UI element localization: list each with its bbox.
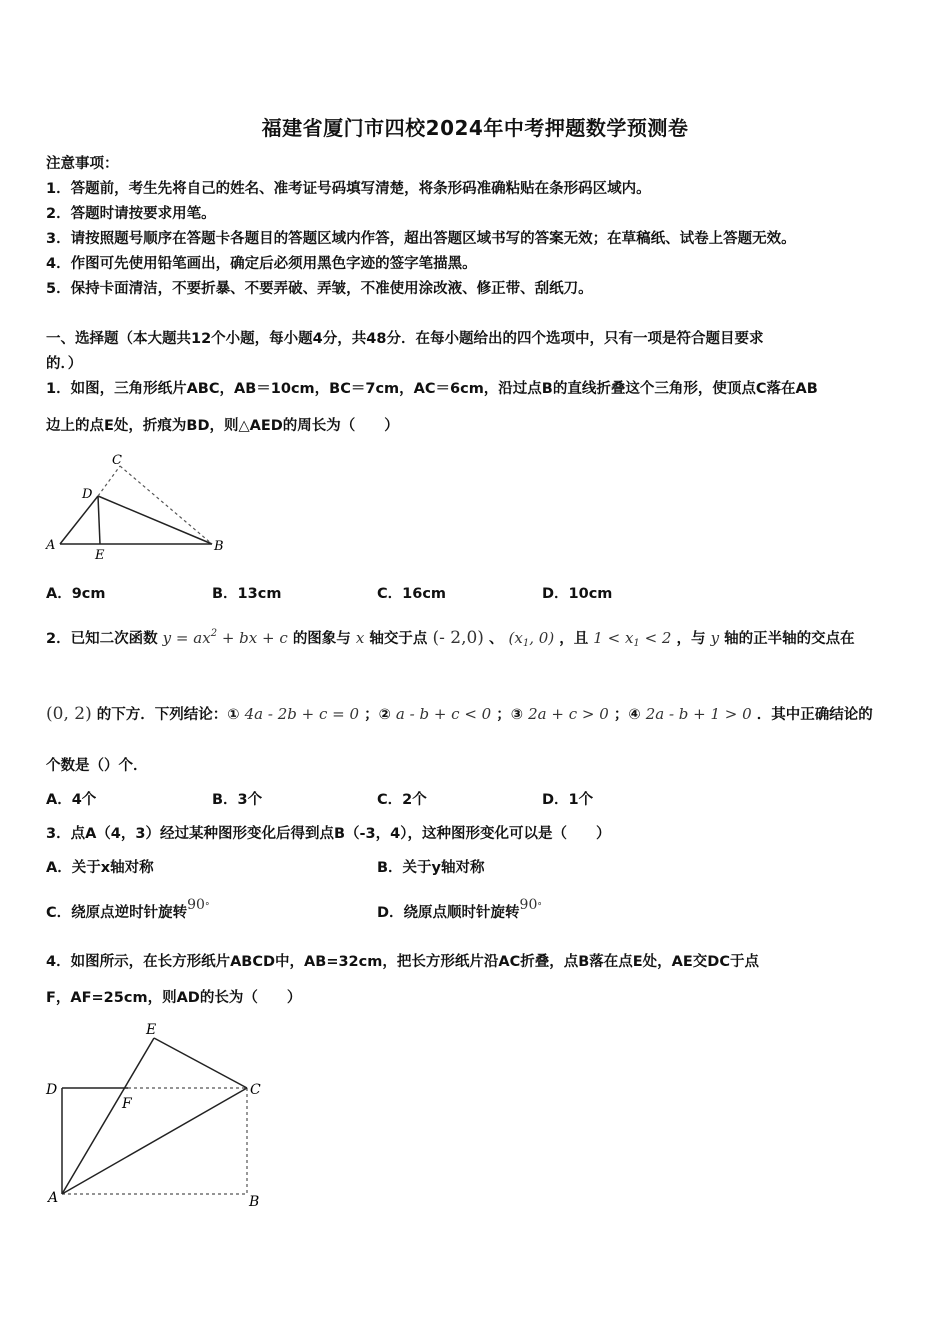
- q2-text: ；④: [613, 707, 641, 723]
- q3-degree-c: 90°: [187, 897, 210, 913]
- notice-heading: 注意事项：: [46, 156, 119, 172]
- notice-item-3: 3．请按照题号顺序在答题卡各题目的答题区域内作答，超出答题区域书写的答案无效；在草稿纸、试卷上答题无效。: [46, 231, 796, 247]
- q1-option-a: A．9cm: [46, 586, 106, 602]
- label-d: D: [82, 487, 93, 502]
- q1-option-c: C．16cm: [377, 586, 447, 602]
- q4-rectangle-figure: [40, 1018, 280, 1213]
- q2-stem-line-1: [46, 627, 855, 649]
- q2-option-a: A．4个: [46, 792, 97, 808]
- q2-stem-line-2: [46, 703, 873, 724]
- q1-triangle-figure: [40, 448, 230, 563]
- q2-point-3: (0, 2): [46, 704, 92, 724]
- label-c: C: [250, 1082, 261, 1098]
- q3-option-a: A．关于x轴对称: [46, 860, 154, 876]
- q4-stem-line-2: F，AF=25cm，则AD的长为（ ）: [46, 990, 302, 1006]
- notice-item-2: 2．答题时请按要求用笔。: [46, 206, 216, 222]
- q1-stem-line-2: 边上的点E处，折痕为BD，则△AED的周长为（ ）: [46, 418, 399, 434]
- label-b: B: [249, 1194, 260, 1210]
- q2-var-x: x: [355, 629, 365, 647]
- q2-stem-line-3: 个数是（）个．: [46, 758, 148, 774]
- q2-text: 、: [488, 631, 504, 647]
- q2-func: $y = ax^2$ + bx + c: [162, 628, 288, 647]
- q1-option-d: D．10cm: [542, 586, 613, 602]
- label-a: A: [46, 538, 56, 553]
- q2-conclusion-2: a - b + c < 0: [395, 705, 492, 723]
- q3-option-b: B．关于y轴对称: [377, 860, 485, 876]
- q2-text: 2．已知二次函数: [46, 631, 158, 647]
- q2-point-1: (- 2,0): [432, 628, 484, 648]
- q1-option-b: B．13cm: [212, 586, 282, 602]
- notice-item-4: 4．作图可先使用铅笔画出，确定后必须用黑色字迹的签字笔描黑。: [46, 256, 477, 272]
- notice-item-1: 1．答题前，考生先将自己的姓名、准考证号码填写清楚，将条形码准确粘贴在条形码区域内。: [46, 181, 651, 197]
- q2-text: ．其中正确结论的: [756, 707, 873, 723]
- q2-text: 的图象与: [292, 631, 351, 647]
- q2-var-y: y: [710, 629, 720, 647]
- q2-option-b: B．3个: [212, 792, 263, 808]
- q2-inequality: $1 < x_1 < 2$: [593, 629, 672, 649]
- q2-conclusion-1: 4a - 2b + c = 0: [244, 705, 360, 723]
- q3-degree-d: 90°: [519, 897, 542, 913]
- section-heading-line-2: 的．）: [46, 356, 83, 372]
- label-c: C: [112, 453, 122, 468]
- q2-text: 轴交于点: [369, 631, 428, 647]
- label-f: F: [122, 1096, 132, 1112]
- q2-text: 的下方．下列结论：①: [96, 707, 240, 723]
- q4-stem-line-1: 4．如图所示，在长方形纸片ABCD中，AB=32cm，把长方形纸片沿AC折叠，点B落在点E处，AE交DC于点: [46, 954, 759, 970]
- label-a: A: [48, 1190, 59, 1206]
- q3-stem: 3．点A（4，3）经过某种图形变化后得到点B（-3，4），这种图形变化可以是（ ）: [46, 826, 611, 842]
- q1-stem-line-1: 1．如图，三角形纸片ABC，AB＝10cm，BC＝7cm，AC＝6cm，沿过点B的直线折叠这个三角形，使顶点C落在AB: [46, 381, 818, 397]
- q2-text: 轴的正半轴的交点在: [724, 631, 855, 647]
- label-e: E: [95, 548, 105, 563]
- q3-option-c: C．绕原点逆时针旋转90°: [46, 897, 210, 921]
- q3-option-d: D．绕原点顺时针旋转90°: [377, 897, 542, 921]
- q2-text: ，与: [676, 631, 706, 647]
- label-b: B: [214, 539, 224, 554]
- section-heading-line-1: 一、选择题（本大题共12个小题，每小题4分，共48分．在每小题给出的四个选项中，只有一项是符合题目要求: [46, 331, 764, 347]
- q2-text: ；②: [364, 707, 391, 723]
- q2-text: ；③: [496, 707, 524, 723]
- label-e: E: [146, 1022, 157, 1038]
- page-title: 福建省厦门市四校2024年中考押题数学预测卷: [261, 116, 689, 140]
- notice-item-5: 5．保持卡面清洁，不要折暴、不要弄破、弄皱，不准使用涂改液、修正带、刮纸刀。: [46, 281, 593, 297]
- q2-conclusion-3: 2a + c > 0: [528, 705, 609, 723]
- q2-option-d: D．1个: [542, 792, 594, 808]
- label-d: D: [46, 1082, 58, 1098]
- q2-point-2: ($x_1$, 0): [508, 629, 555, 649]
- q2-conclusion-4: 2a - b + 1 > 0: [645, 705, 752, 723]
- q2-text: ，且: [559, 631, 589, 647]
- q2-option-c: C．2个: [377, 792, 427, 808]
